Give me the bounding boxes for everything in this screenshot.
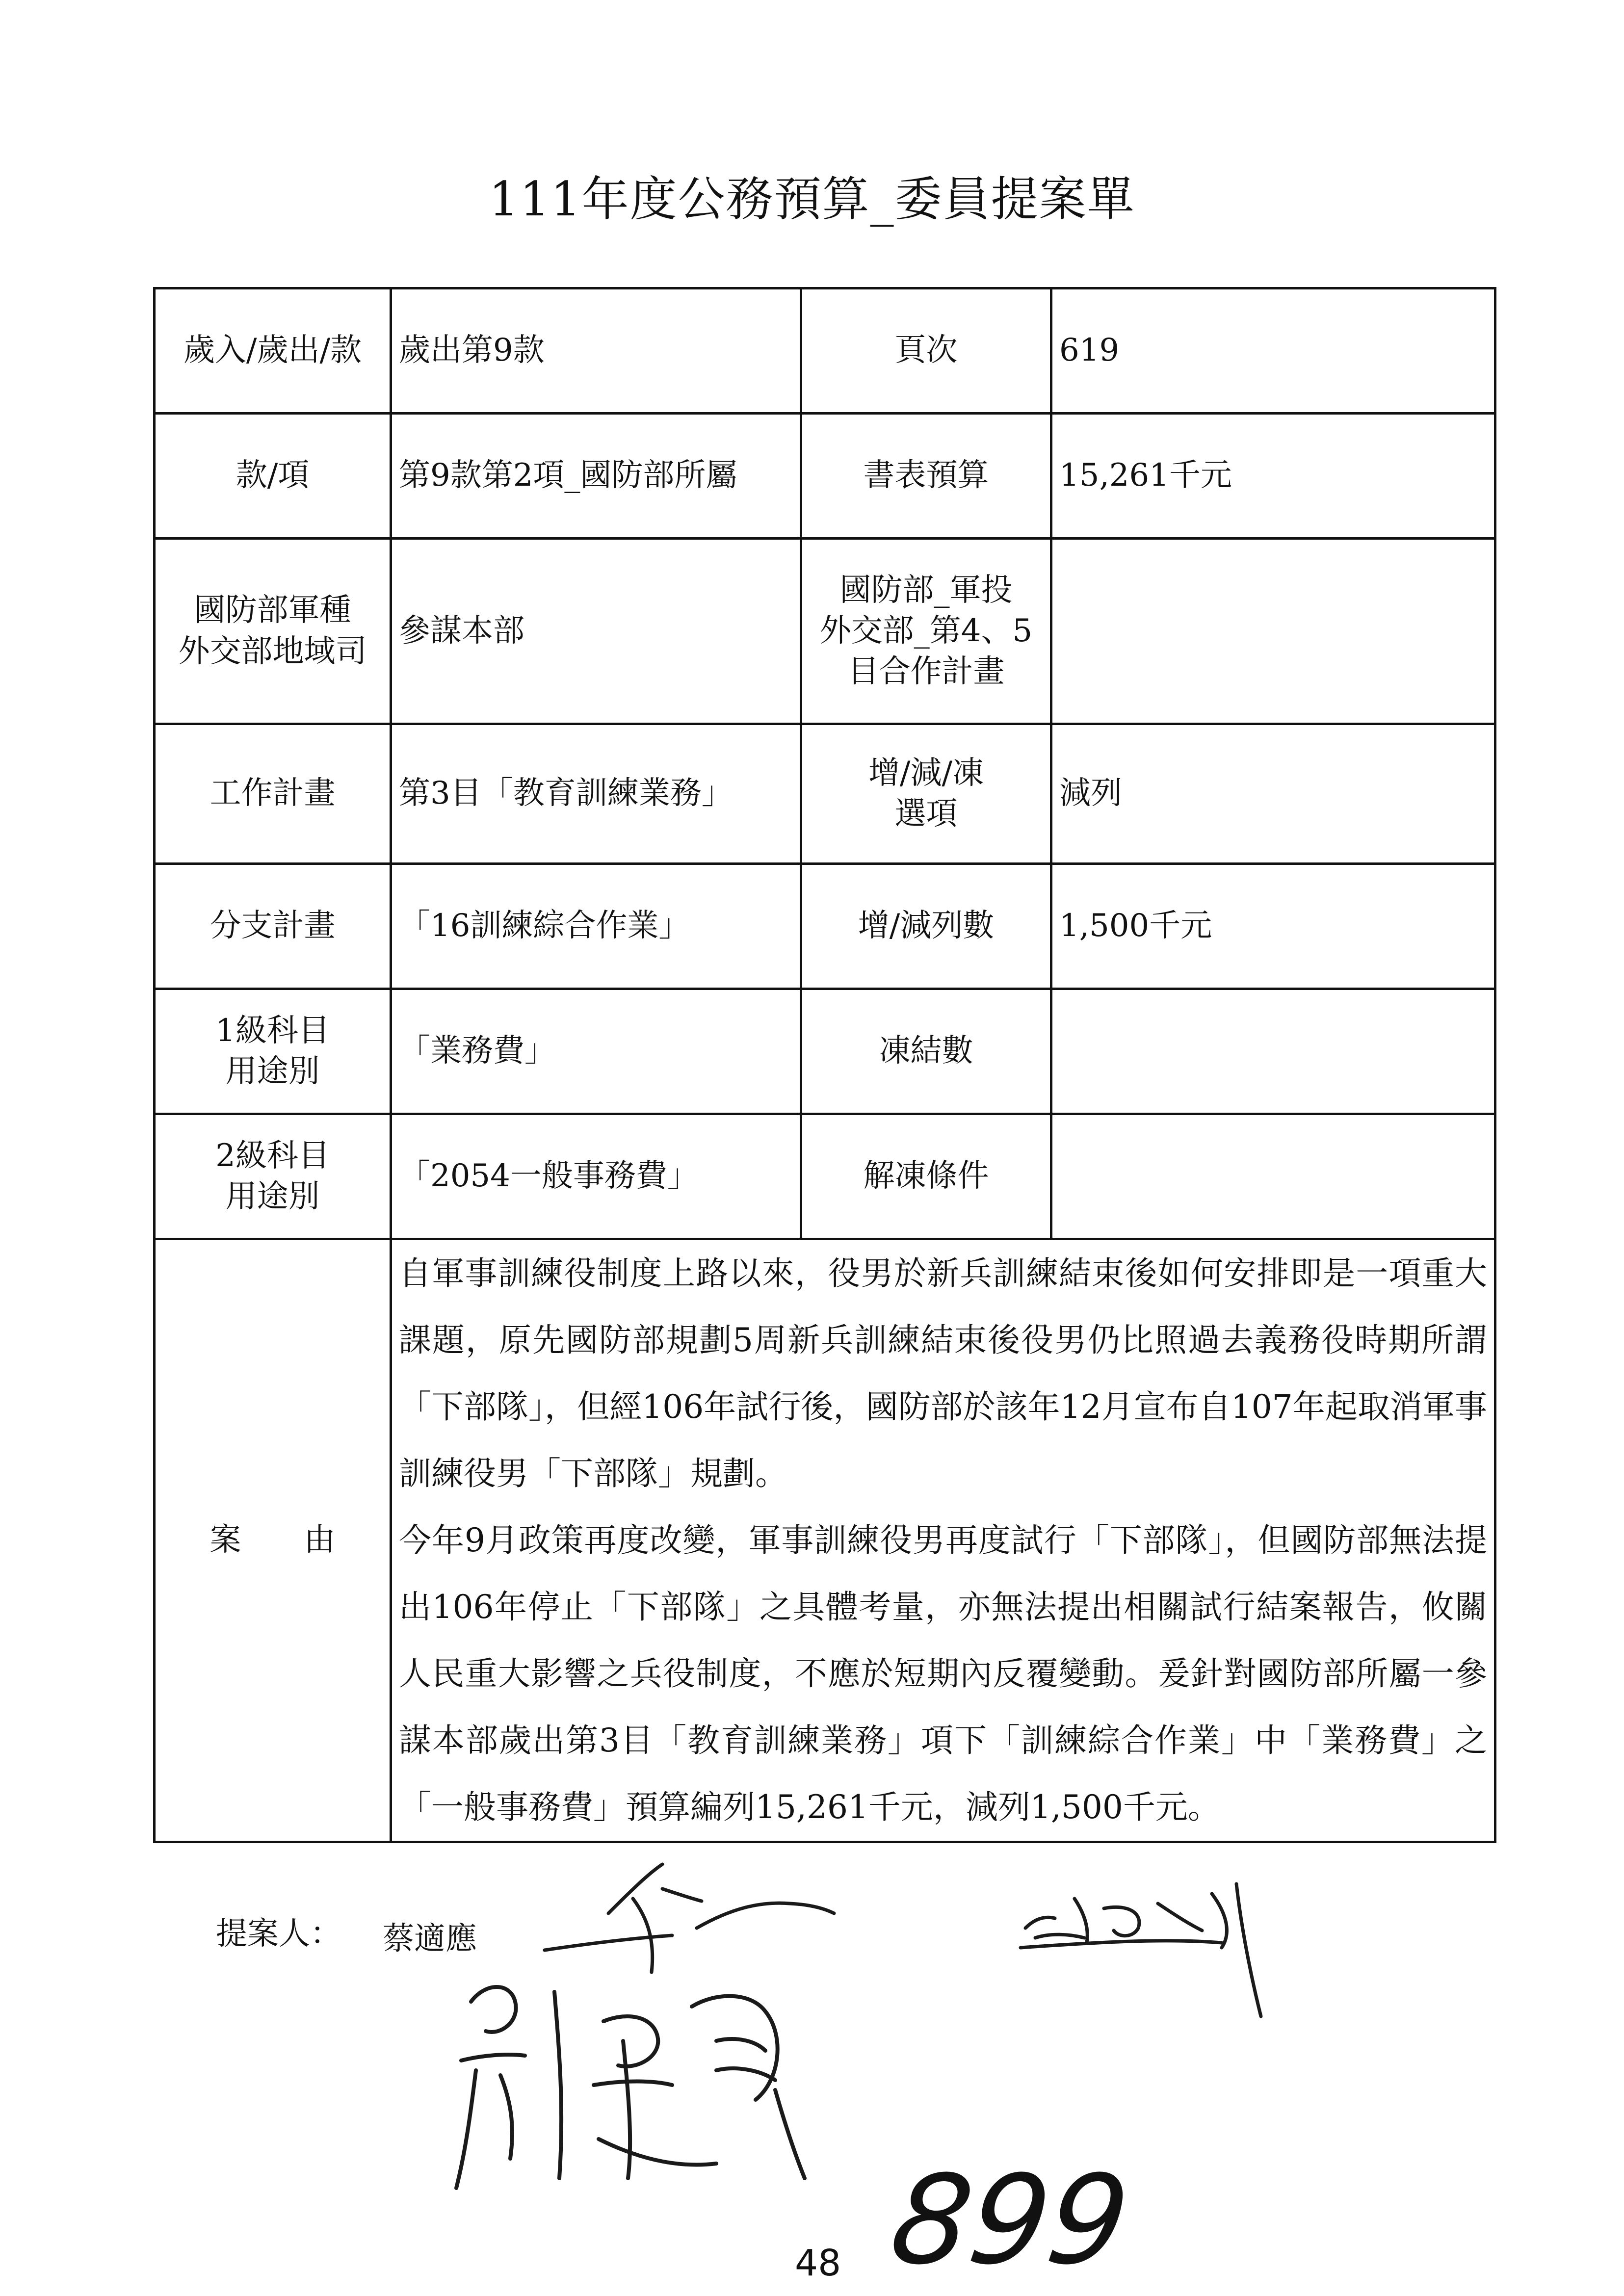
form-row-work-plan <box>155 724 1495 864</box>
label-cooperation: 國防部_軍投 外交部_第4、5 目合作計畫 <box>801 539 1051 724</box>
value-category: 歲出第9款 <box>391 288 801 414</box>
form-row-level2 <box>155 1114 1495 1239</box>
reason-text <box>391 1239 1495 1842</box>
label-option: 增/減/凍 選項 <box>801 724 1051 864</box>
form-row-category <box>155 288 1495 414</box>
label-branch-plan: 分支計畫 <box>155 864 391 989</box>
value-cooperation <box>1051 539 1495 724</box>
value-amount: 1,500千元 <box>1051 864 1495 989</box>
form-row-section <box>155 414 1495 539</box>
page-title: 111年度公務預算_委員提案單 <box>489 172 1135 227</box>
form-row-level1 <box>155 989 1495 1114</box>
reason-paragraph-2: 今年9月政策再度改變，軍事訓練役男再度試行「下部隊」，但國防部無法提出106年停止「下部隊」之具體考量，亦無法提出相關試行結案報告，攸關人民重大影響之兵役制度，不應於短期內反覆變動。爰針對國防部所屬一參謀本部歲出第3目「教育訓練業務」項下「訓練綜合作業」中「業務費」之「一般事務費」預算編列15,261千元，減列1,500千元。 <box>399 1521 1487 1826</box>
value-branch: 參謀本部 <box>391 539 801 724</box>
label-work-plan: 工作計畫 <box>155 724 391 864</box>
reason-paragraph-1: 自軍事訓練役制度上路以來，役男於新兵訓練結束後如何安排即是一項重大課題，原先國防部規劃5周新兵訓練結束後役男仍比照過去義務役時期所謂「下部隊」，但經106年試行後，國防部於該年12月宣布自107年起取消軍事訓練役男「下部隊」規劃。 <box>399 1254 1487 1492</box>
label-level2: 2級科目 用途別 <box>155 1114 391 1239</box>
value-branch-plan: 「16訓練綜合作業」 <box>391 864 801 989</box>
label-amount: 增/減列數 <box>801 864 1051 989</box>
signature-3 <box>442 1962 834 2198</box>
value-unfreeze <box>1051 1114 1495 1239</box>
value-level1: 「業務費」 <box>391 989 801 1114</box>
label-reason: 案 由 <box>155 1239 391 1842</box>
value-page: 619 <box>1051 288 1495 414</box>
label-page: 頁次 <box>801 288 1051 414</box>
label-section: 款/項 <box>155 414 391 539</box>
proposer-name: 蔡適應 <box>383 1921 477 1957</box>
value-option: 減列 <box>1051 724 1495 864</box>
signature-2 <box>1016 1869 1290 2026</box>
value-budget: 15,261千元 <box>1051 414 1495 539</box>
value-section: 第9款第2項_國防部所屬 <box>391 414 801 539</box>
form-row-branch-plan <box>155 864 1495 989</box>
page-number: 48 <box>795 2242 841 2284</box>
label-category: 歲入/歲出/款 <box>155 288 391 414</box>
handwritten-number: 899 <box>883 2149 1137 2292</box>
label-freeze: 凍結數 <box>801 989 1051 1114</box>
value-freeze <box>1051 989 1495 1114</box>
value-work-plan: 第3目「教育訓練業務」 <box>391 724 801 864</box>
proposer-label: 提案人： <box>216 1916 341 1952</box>
label-level1: 1級科目 用途別 <box>155 989 391 1114</box>
value-level2: 「2054一般事務費」 <box>391 1114 801 1239</box>
label-branch: 國防部軍種 外交部地域司 <box>155 539 391 724</box>
form-row-reason <box>155 1239 1495 1842</box>
proposal-form-table <box>153 287 1496 1843</box>
label-unfreeze: 解凍條件 <box>801 1114 1051 1239</box>
label-budget: 書表預算 <box>801 414 1051 539</box>
form-row-branch <box>155 539 1495 724</box>
